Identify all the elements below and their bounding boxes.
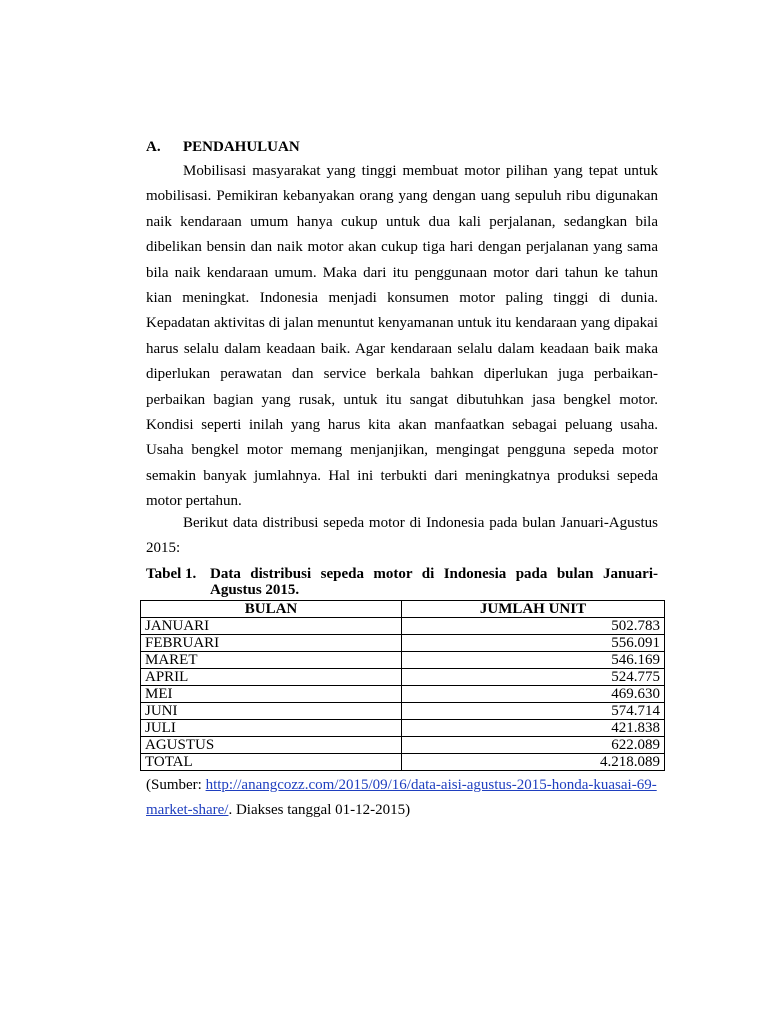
source-link[interactable]: http://anangcozz.com/2015/09/16/data-aisi-agustus-2015-honda-kuasai-69-market-share/: [146, 777, 657, 818]
source-prefix: (Sumber:: [146, 777, 206, 793]
month-cell: MEI: [141, 686, 402, 703]
column-header-month: BULAN: [141, 601, 402, 618]
units-cell: 574.714: [402, 703, 665, 720]
table-row: [141, 652, 665, 669]
intro-paragraph-text: Mobilisasi masyarakat yang tinggi membuat motor pilihan yang tepat untuk mobilisasi. Pemikiran kebanyakan orang yang dengan uang sepuluh ribu digunakan naik kendaraan umum hanya cukup untuk dua kali perjalanan, sedangkan bila dibelikan bensin dan naik motor akan cukup tiga hari dengan perjalanan yang sama bila naik kendaraan umum. Maka dari itu penggunaan motor dari tahun ke tahun kian meningkat. Indonesia menjadi konsumen motor paling tinggi di dunia. Kepadatan aktivitas di jalan menuntut kenyamanan untuk itu kendaraan yang dipakai harus selalu dalam keadaan baik. Agar kendaraan selalu dalam keadaan baik maka diperlukan perawatan dan service berkala bahkan diperlukan juga perbaikan-perbaikan bagian yang rusak, untuk itu sangat dibutuhkan jasa bengkel motor. Kondisi seperti inilah yang harus kita akan manfaatkan sebagai peluang usaha. Usaha bengkel motor memang menjanjikan, mengingat pengguna sepeda motor semakin banyak jumlahnya. Hal ini terbukti dari meningkatnya produksi sepeda motor pertahun.: [146, 163, 658, 510]
month-cell: MARET: [141, 652, 402, 669]
column-header-units: JUMLAH UNIT: [402, 601, 665, 618]
table-row: [141, 737, 665, 754]
lead-in-paragraph: [146, 511, 658, 562]
distribution-table: [140, 600, 665, 771]
month-cell: JULI: [141, 720, 402, 737]
source-citation: [146, 773, 666, 823]
table-row: [141, 720, 665, 737]
table-caption-title-line1: Data distribusi sepeda motor di Indonesia pada bulan Januari-: [210, 566, 658, 582]
section-title: PENDAHULUAN: [183, 139, 300, 155]
lead-in-paragraph-text: Berikut data distribusi sepeda motor di Indonesia pada bulan Januari-Agustus 2015:: [146, 515, 658, 557]
table-row-total: [141, 754, 665, 771]
table-row: [141, 618, 665, 635]
units-cell: 524.775: [402, 669, 665, 686]
units-cell: 622.089: [402, 737, 665, 754]
section-heading: [146, 138, 300, 156]
units-cell: 469.630: [402, 686, 665, 703]
table-body: [141, 618, 665, 771]
source-suffix: . Diakses tanggal 01-12-2015): [228, 802, 411, 818]
table-row: [141, 635, 665, 652]
table-row: [141, 703, 665, 720]
month-cell: TOTAL: [141, 754, 402, 771]
units-cell: 502.783: [402, 618, 665, 635]
section-number: A.: [146, 139, 161, 155]
table-caption-label: Tabel 1.: [146, 566, 197, 582]
table-row: [141, 669, 665, 686]
table-caption: [146, 566, 658, 598]
month-cell: AGUSTUS: [141, 737, 402, 754]
table-row: [141, 686, 665, 703]
units-cell: 421.838: [402, 720, 665, 737]
units-cell: 556.091: [402, 635, 665, 652]
units-cell: 4.218.089: [402, 754, 665, 771]
month-cell: FEBRUARI: [141, 635, 402, 652]
table-caption-title-line2: Agustus 2015.: [210, 582, 300, 598]
units-cell: 546.169: [402, 652, 665, 669]
month-cell: JANUARI: [141, 618, 402, 635]
month-cell: JUNI: [141, 703, 402, 720]
month-cell: APRIL: [141, 669, 402, 686]
intro-paragraph: [146, 159, 658, 515]
table-header-row: [141, 601, 665, 618]
